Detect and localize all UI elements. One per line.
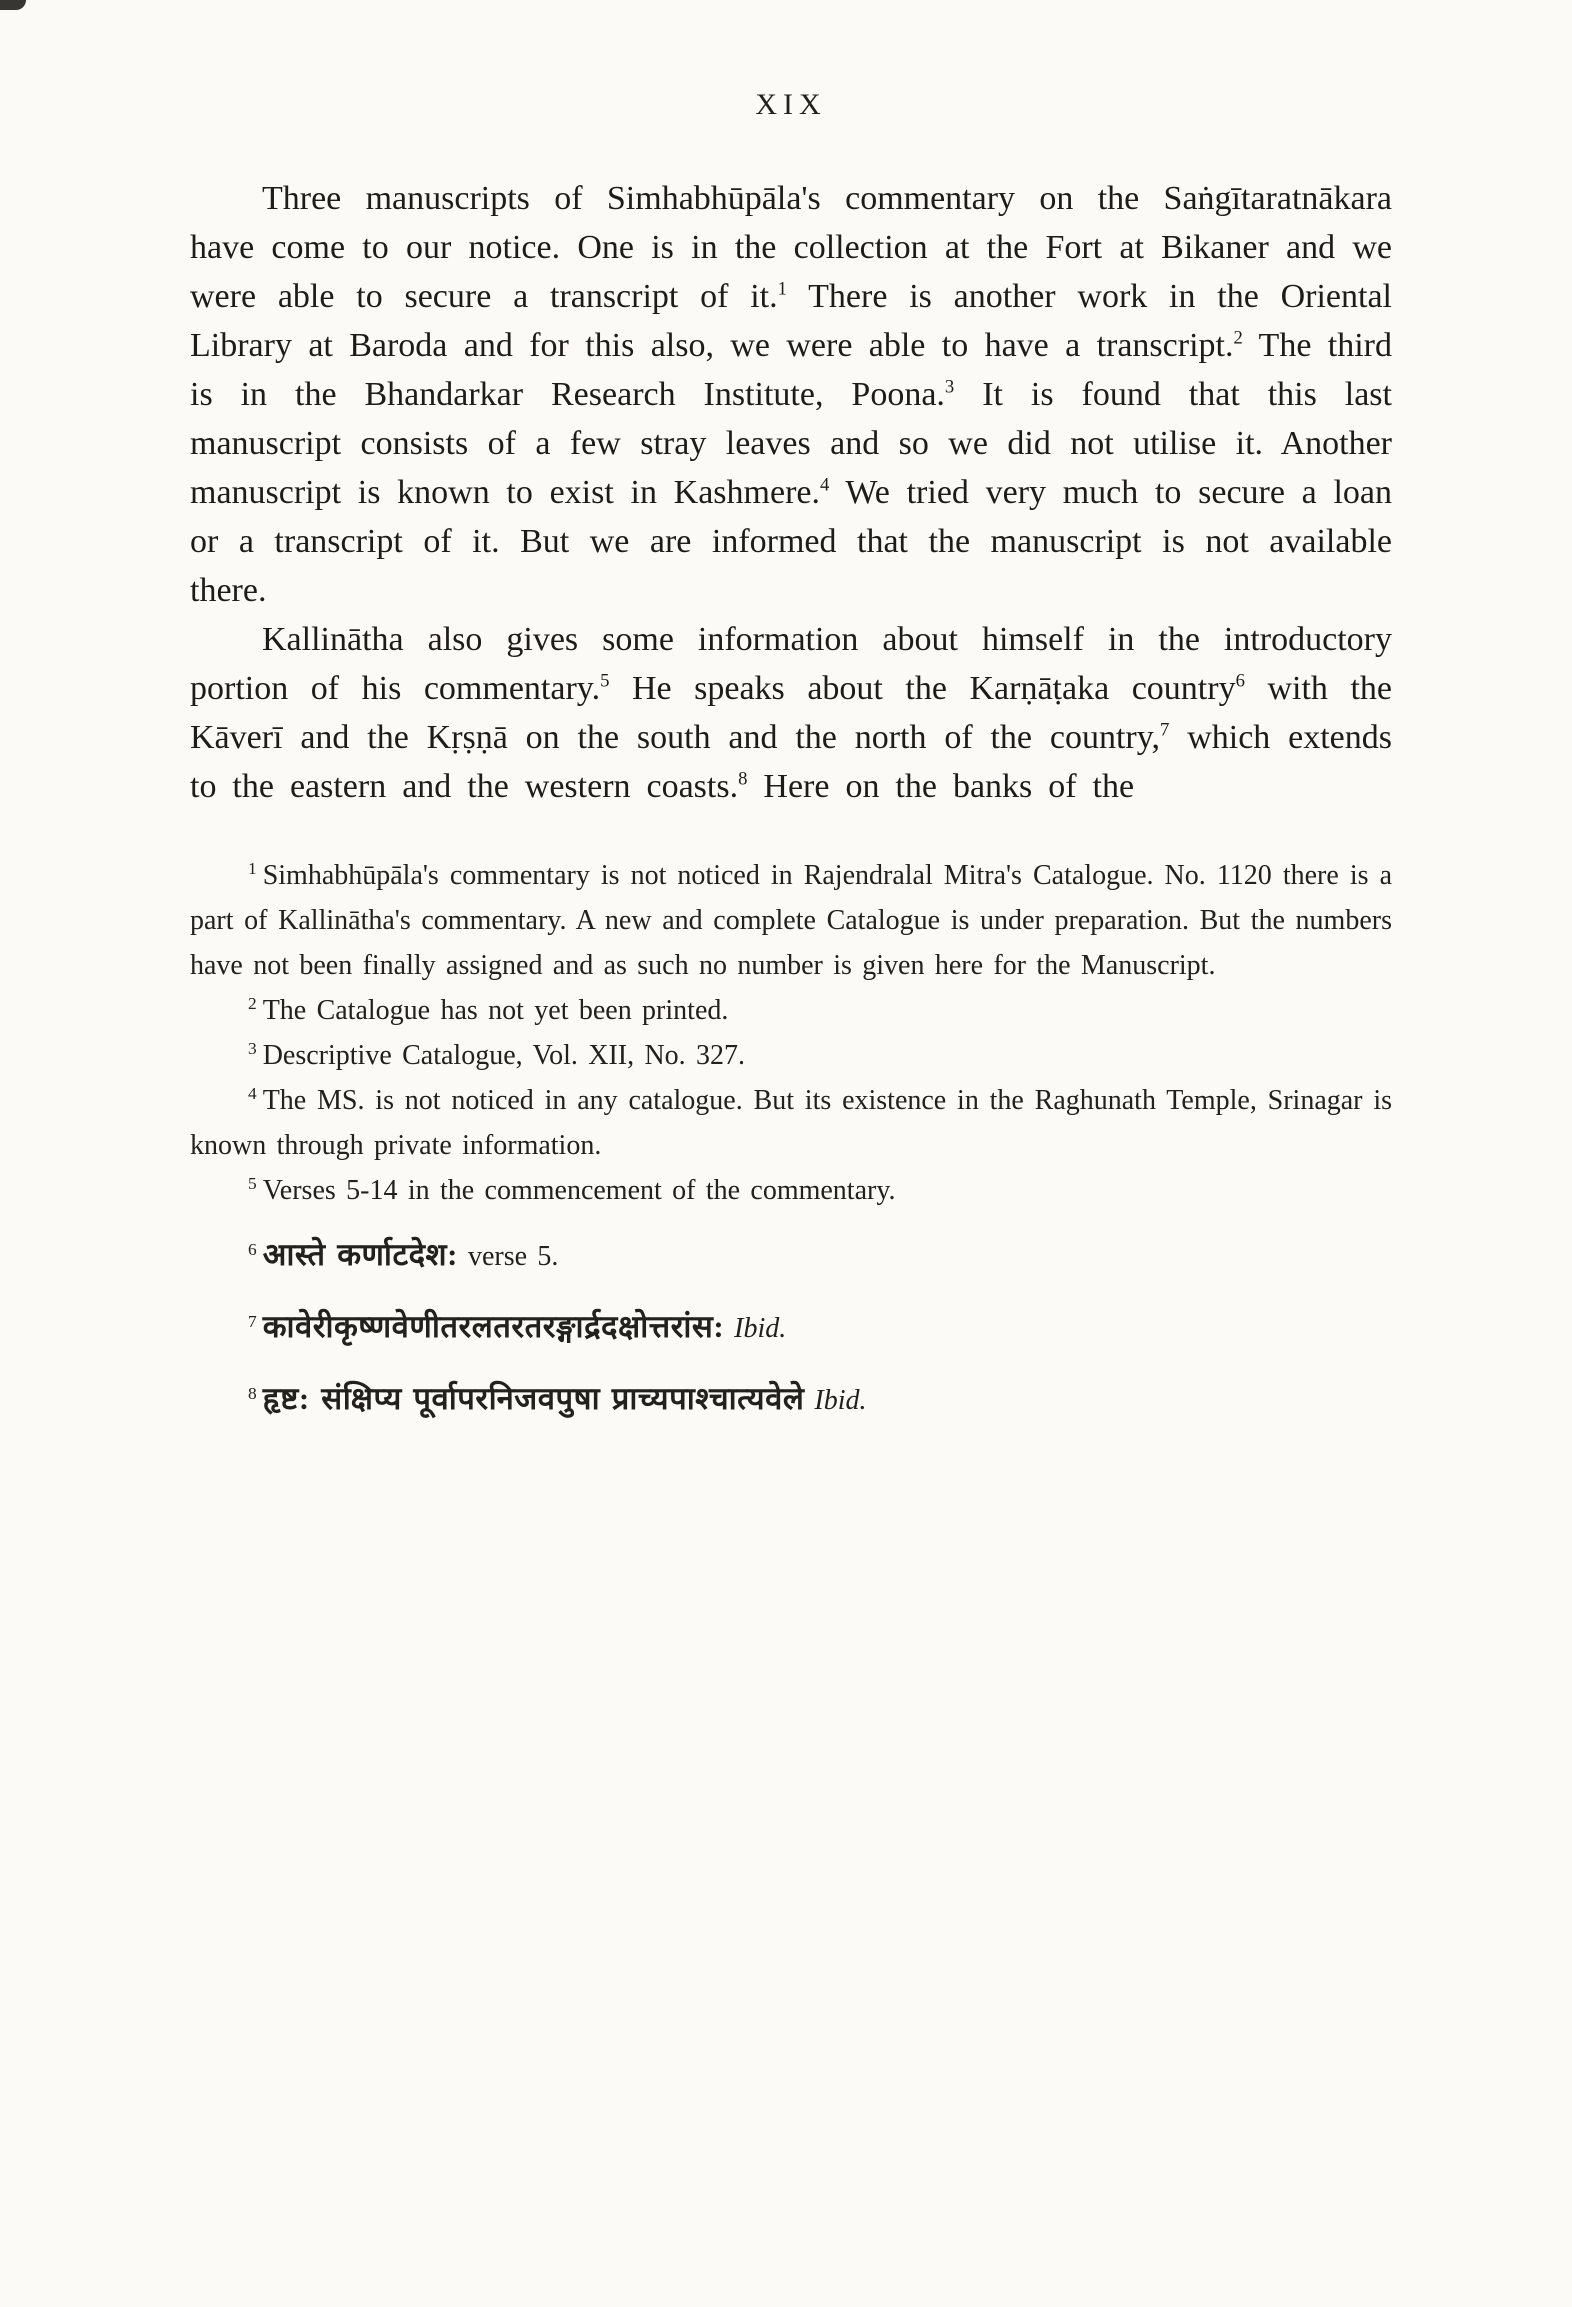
footnote-ibid-label: Ibid. — [734, 1313, 787, 1344]
footnote-marker: 4 — [248, 1083, 257, 1103]
footnote-devanagari-text: हृष्ट: संक्षिप्य पूर्वापरनिजवपुषा प्राच्यपाश्चात्यवेले — [262, 1381, 805, 1416]
footnote-ibid-label: Ibid. — [814, 1385, 867, 1416]
body-paragraph-2 — [190, 615, 1392, 811]
footnote-text: The MS. is not noticed in any catalogue. But its existence in the Raghunath Temple, Srinagar is known through private information. — [190, 1085, 1392, 1161]
footnote-4 — [190, 1078, 1392, 1168]
body-paragraph-1 — [190, 174, 1392, 615]
footnote-text: The Catalogue has not yet been printed. — [262, 995, 729, 1026]
footnote-ref-3: 3 — [944, 376, 955, 398]
footnote-7 — [190, 1299, 1392, 1357]
footnote-marker: 3 — [248, 1038, 257, 1058]
footnote-3 — [190, 1033, 1392, 1078]
paragraph-text: Here on the banks of the — [747, 768, 1135, 805]
footnote-2 — [190, 988, 1392, 1033]
footnote-marker: 5 — [248, 1173, 257, 1193]
footnote-ref-1: 1 — [777, 278, 787, 300]
paragraph-text: The third is in the Bhandarkar Research Institute, Poona. — [190, 327, 1392, 413]
footnote-ref-4: 4 — [820, 474, 830, 496]
paragraph-text: Kallinātha also gives some information about himself in the introductory portion of his commentary. — [190, 621, 1392, 707]
footnote-marker: 8 — [248, 1383, 257, 1403]
paragraph-text: Three manuscripts of Simhabhūpāla's commentary on the Saṅgītaratnākara have come to our notice. One is in the collection at the Fort at Bikaner and we were able to secure a transcript of it. — [190, 180, 1392, 315]
page-number: XIX — [755, 88, 827, 121]
footnote-text: Simhabhūpāla's commentary is not noticed in Rajendralal Mitra's Catalogue. No. 1120 there is a part of Kallinātha's commentary. A new and complete Catalogue is under preparation. But the numbers have not been finally assigned and as such no number is given here for the Manuscript. — [190, 860, 1392, 981]
footnote-text: verse 5. — [467, 1241, 559, 1272]
footnote-ref-5: 5 — [600, 670, 610, 692]
footnote-8 — [190, 1371, 1392, 1429]
footnote-text: Descriptive Catalogue, Vol. XII, No. 327. — [262, 1040, 746, 1071]
footnote-marker: 6 — [248, 1239, 257, 1259]
footnote-1 — [190, 853, 1392, 988]
footnote-text: Verses 5-14 in the commencement of the commentary. — [262, 1175, 896, 1206]
footnote-marker: 7 — [248, 1311, 257, 1331]
footnote-marker: 1 — [248, 858, 257, 878]
footnote-marker: 2 — [248, 993, 257, 1013]
scan-artifact-mark — [0, 0, 26, 10]
paragraph-text: with the Kāverī and the Kṛṣṇā on the south and the north of the country, — [190, 670, 1392, 756]
footnotes-section — [190, 853, 1392, 1429]
footnote-ref-8: 8 — [738, 768, 748, 790]
footnote-ref-7: 7 — [1160, 719, 1170, 741]
footnote-devanagari-text: आस्ते कर्णाटदेश: — [262, 1237, 458, 1272]
paragraph-text: There is another work in the Oriental Library at Baroda and for this also, we were able to have a transcript. — [190, 278, 1392, 364]
paragraph-text: He speaks about the Karṇāṭaka country — [609, 670, 1236, 707]
paragraph-text: We tried very much to secure a loan or a transcript of it. But we are informed that the manuscript is not available there. — [190, 474, 1393, 609]
footnote-devanagari-text: कावेरीकृष्णवेणीतरलतरतरङ्गार्द्रदक्षोत्तरांस: — [262, 1309, 725, 1344]
footnote-5 — [190, 1168, 1392, 1213]
footnote-ref-2: 2 — [1233, 327, 1243, 349]
paragraph-text: It is found that this last manuscript consists of a few stray leaves and so we did not utilise it. Another manuscript is known to exist in Kashmere. — [190, 376, 1392, 511]
footnote-6 — [190, 1227, 1392, 1285]
paragraph-text: which extends to the eastern and the western coasts. — [190, 719, 1392, 805]
footnote-ref-6: 6 — [1235, 670, 1245, 692]
